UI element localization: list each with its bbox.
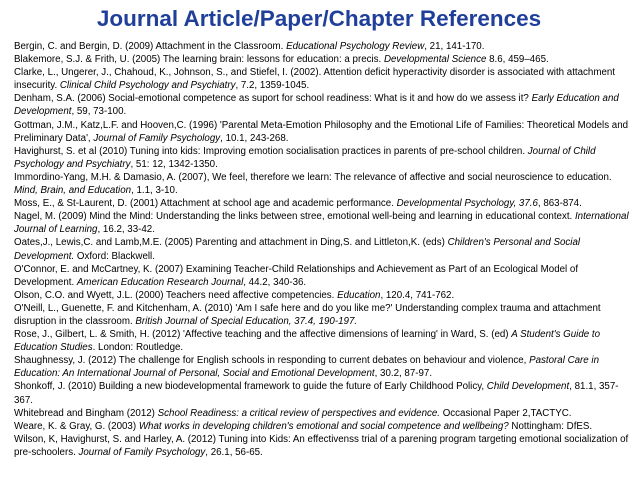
reference-italic-text: School Readiness: a critical review of perspectives and evidence. [157, 407, 440, 419]
reference-entry [14, 354, 632, 380]
reference-text: , 10.1, 243-268. [220, 132, 289, 144]
reference-entry [14, 289, 632, 302]
reference-text: Shaughnessy, J. (2012) The challenge for English schools in responding to current debates on behaviour and violence, [14, 355, 530, 367]
reference-text: , 44.2, 340-36. [243, 276, 307, 288]
reference-italic-text: Journal of Child Psychology and Psychiatry [14, 145, 596, 170]
reference-italic-text: Mind, Brain, and Education [14, 185, 132, 197]
reference-text: Nagel, M. (2009) Mind the Mind: Understanding the links between stree, emotional well-being and learning in educational context. [14, 211, 575, 223]
reference-entry [14, 197, 632, 210]
reference-italic-text: Developmental Psychology, 37.6 [396, 198, 538, 210]
reference-text: . London: Routledge. [92, 342, 184, 354]
reference-entry [14, 92, 632, 118]
reference-entry [14, 380, 632, 406]
reference-entry [14, 171, 632, 197]
reference-text: Whitebread and Bingham (2012) [14, 407, 158, 419]
reference-italic-text: Clinical Child Psychology and Psychiatry [59, 80, 236, 92]
reference-italic-text: Journal of Family Psychology [78, 446, 206, 458]
reference-entry [14, 40, 632, 53]
reference-text: Moss, E., & St-Laurent, D. (2001) Attachment at school age and academic performance. [14, 198, 397, 210]
reference-italic-text: American Education Research Journal [76, 276, 244, 288]
reference-text: Bergin, C. and Bergin, D. (2009) Attachment in the Classroom. [14, 41, 287, 52]
reference-text: Nottingham: DfES. [508, 420, 593, 432]
reference-italic-text: Child Development [486, 381, 570, 393]
reference-entry [14, 210, 632, 236]
reference-text: O'Connor, E. and McCartney, K. (2007) Examining Teacher-Child Relationships and Achievement as Part of an Ecological Model of Development. [14, 263, 579, 288]
page-title: Journal Article/Paper/Chapter References [96, 6, 542, 31]
reference-text: , 863-874. [537, 198, 582, 210]
reference-text: , 1.1, 3-10. [131, 185, 178, 197]
reference-entry [14, 302, 632, 328]
reference-entry [14, 328, 632, 354]
reference-text: , 51: 12, 1342-1350. [130, 158, 218, 170]
reference-text: Oxford: Blackwell. [74, 250, 155, 262]
reference-text: , 120.4, 741-762. [380, 289, 455, 301]
reference-italic-text: Education [337, 289, 381, 301]
reference-text: Denham, S.A. (2006) Social-emotional competence as suport for school readiness: What is it and how do we assess it? [14, 93, 532, 105]
reference-text: Blakemore, S.J. & Frith, U. (2005) The learning brain: lessons for education: a precis. [14, 54, 384, 66]
reference-text: O'Neill, L., Guenette, F. and Kitchenham, A. (2010) 'Am I safe here and do you like me?' Understanding complex trauma and attachment disruption in the classroom. [14, 302, 601, 327]
reference-text: Immordino-Yang, M.H. & Damasio, A. (2007), We feel, therefore we learn: The relevance of affective and social neuroscience to education. [14, 171, 612, 183]
reference-text: Weare, K. & Gray, G. (2003) [14, 420, 139, 432]
reference-entry [14, 66, 632, 92]
reference-text: Wilson, K, Havighurst, S. and Harley, A. (2012) Tuning into Kids: An effectivenss trial of a parening program targeting emotional socialization of pre-schoolers. [14, 433, 629, 458]
reference-italic-text: Children's Personal and Social Development. [14, 237, 581, 262]
reference-text: Olson, C.O. and Wyett, J.L. (2000) Teachers need affective competencies. [14, 289, 338, 301]
reference-italic-text: Journal of Family Psychology [93, 132, 221, 144]
reference-text: , 59, 73-100. [71, 106, 127, 118]
reference-text: Rose, J., Gilbert, L. & Smith, H. (2012) 'Affective teaching and the affective dimensions of learning' in Ward, S. (ed) [14, 329, 512, 341]
reference-text: , 7.2, 1359-1045. [235, 80, 310, 92]
reference-italic-text: Early Education and Development [14, 93, 619, 118]
reference-entry [14, 236, 632, 262]
reference-text: Havighurst, S. et al (2010) Tuning into kids: Improving emotion socialisation practices in parents of pre-school children. [14, 145, 528, 157]
reference-text: Oates,J., Lewis,C. and Lamb,M.E. (2005) Parenting and attachment in Ding,S. and Littleton,K. (eds) [14, 237, 448, 249]
reference-entry [14, 119, 632, 145]
reference-text: , 16.2, 33-42. [97, 224, 155, 236]
reference-italic-text: International Journal of Learning [14, 211, 629, 236]
reference-text: , 81.1, 357-367. [14, 381, 619, 406]
reference-text: , 30.2, 87-97. [374, 368, 433, 380]
reference-text: Gottman, J.M., Katz,L.F. and Hooven,C. (1996) 'Parental Meta-Emotion Philosophy and the Emotional Life of Families: Theoretical Models and Preliminary Data', [14, 119, 629, 144]
reference-text: Shonkoff, J. (2010) Building a new biodevelopmental framework to guide the future of Early Childhood Policy, [14, 381, 487, 393]
reference-text: , 21, 141-170. [424, 41, 485, 52]
reference-text: 8.6, 459–465. [486, 54, 549, 66]
reference-entry [14, 263, 632, 289]
reference-italic-text: What works in developing children's emotional and social competence and wellbeing? [138, 420, 509, 432]
reference-entry [14, 420, 632, 433]
reference-entry [14, 53, 632, 66]
reference-entry [14, 407, 632, 420]
reference-italic-text: Educational Psychology Review [286, 41, 425, 52]
reference-text: , 26.1, 56-65. [205, 446, 263, 458]
reference-italic-text: British Journal of Special Education, 37.4, 190-197. [135, 315, 358, 327]
reference-entry [14, 145, 632, 171]
reference-italic-text: Pastoral Care in Education: An International Journal of Personal, Social and Emotional Development [14, 355, 600, 380]
reference-list [14, 40, 632, 459]
reference-text: Clarke, L., Ungerer, J., Chahoud, K., Johnson, S., and Stiefel, I. (2002). Attention deficit hyperactivity disorder is associated with attachment insecurity. [14, 67, 616, 92]
reference-entry [14, 433, 632, 459]
reference-text: Occasional Paper 2,TACTYC. [440, 407, 572, 419]
reference-italic-text: Developmental Science [383, 54, 487, 66]
reference-italic-text: A Student's Guide to Education Studies [14, 329, 601, 354]
